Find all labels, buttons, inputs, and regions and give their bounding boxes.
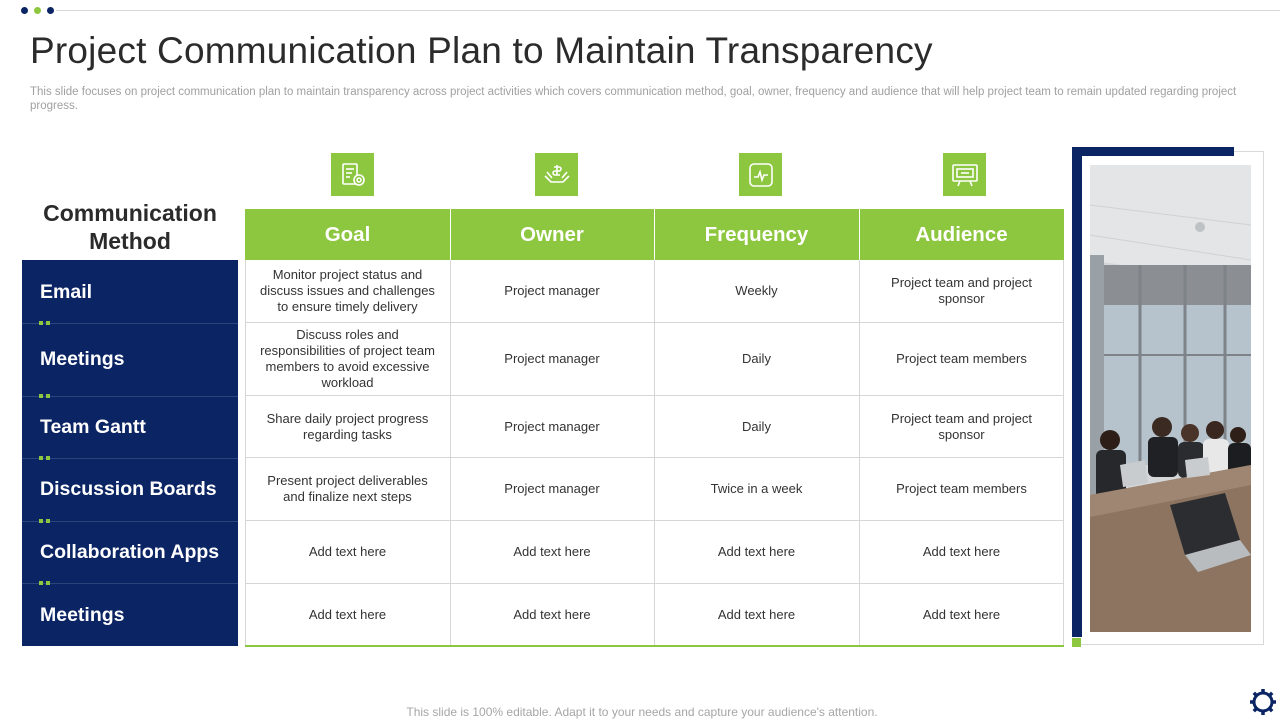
calendar-chart-icon: [739, 153, 782, 196]
column-header-owner: Owner: [520, 222, 584, 246]
photo-green-square: [1072, 638, 1081, 647]
column-header-goal: Goal: [324, 222, 371, 246]
table-cell-goal: Monitor project status and discuss issues and challenges to ensure timely delivery: [260, 267, 435, 314]
table-cell-goal: Add text here: [308, 544, 387, 559]
table-cell-goal: Add text here: [308, 607, 387, 622]
table-cell-goal: Discuss roles and responsibilities of project team members to avoid excessive workload: [260, 327, 435, 390]
photo-frame-accent: [1072, 147, 1082, 637]
method-heading: Communication Method: [43, 200, 217, 254]
table-border-right: [1063, 260, 1064, 646]
method-item-team-gantt: Team Gantt: [40, 416, 146, 438]
dot-navy: [21, 7, 28, 14]
table-cell-owner: Add text here: [513, 607, 591, 622]
table-cell-frequency: Daily: [742, 418, 771, 434]
presentation-screen-icon: [943, 153, 986, 196]
method-item-meetings: Meetings: [40, 348, 125, 370]
table-cell-owner: Project manager: [504, 418, 600, 434]
column-divider: [450, 260, 451, 646]
method-marker: [39, 456, 50, 460]
column-header-audience: Audience: [915, 222, 1008, 246]
hands-money-icon: [535, 153, 578, 196]
method-separator: [22, 458, 238, 459]
dot-green: [34, 7, 41, 14]
table-cell-audience: Project team members: [896, 351, 1027, 366]
report-target-icon: [331, 153, 374, 196]
table-cell-frequency: Twice in a week: [710, 481, 803, 496]
method-marker: [39, 519, 50, 523]
method-column: [22, 260, 238, 646]
table-cell-owner: Project manager: [504, 283, 600, 298]
method-separator: [22, 521, 238, 522]
method-item-discussion-boards: Discussion Boards: [40, 478, 217, 500]
column-divider: [654, 260, 655, 646]
slide-subtitle: This slide focuses on project communication plan to maintain transparency across project activities which covers communication method, goal, owner, frequency and audience that will help project team to remain updated regarding project progress.: [30, 86, 1237, 112]
decorative-dots: [21, 7, 54, 14]
table-bottom-accent: [245, 645, 1064, 647]
table-cell-audience: Add text here: [922, 544, 1001, 559]
gear-icon[interactable]: [1249, 688, 1277, 716]
method-marker: [39, 394, 50, 398]
table-cell-owner: Project manager: [504, 481, 600, 496]
table-cell-audience: Add text here: [922, 607, 1001, 622]
table-border-left: [245, 260, 246, 646]
method-separator: [22, 323, 238, 324]
method-item-email: Email: [40, 281, 93, 303]
table-cell-frequency: Add text here: [717, 607, 796, 622]
table-cell-goal: Share daily project progress regarding tasks: [266, 410, 429, 442]
table-cell-goal: Present project deliverables and finalize next steps: [267, 473, 428, 504]
slide-title: Project Communication Plan to Maintain Transparency: [30, 30, 933, 71]
method-marker: [39, 581, 50, 585]
photo-frame-accent: [1072, 147, 1234, 156]
slide-footer: This slide is 100% editable. Adapt it to your needs and capture your audience's attention.: [406, 705, 878, 719]
top-divider-line: [56, 10, 1280, 11]
column-header-frequency: Frequency: [704, 222, 809, 246]
column-divider: [859, 260, 860, 646]
table-cell-frequency: Weekly: [735, 283, 778, 298]
meeting-room-photo: [1090, 165, 1251, 632]
table-cell-owner: Project manager: [504, 351, 600, 366]
method-item-collaboration-apps: Collaboration Apps: [40, 541, 220, 563]
method-separator: [22, 396, 238, 397]
method-separator: [22, 583, 238, 584]
table-cell-audience: Project team members: [896, 481, 1027, 496]
dot-navy: [47, 7, 54, 14]
table-cell-audience: Project team and project sponsor: [891, 275, 1032, 306]
table-header: [245, 209, 1064, 260]
communication-table: [245, 209, 1064, 647]
method-item-meetings: Meetings: [40, 604, 125, 626]
table-cell-frequency: Add text here: [717, 544, 796, 559]
table-cell-owner: Add text here: [513, 544, 591, 559]
table-cell-frequency: Daily: [742, 351, 771, 366]
table-cell-audience: Project team and project sponsor: [891, 410, 1032, 442]
method-marker: [39, 321, 50, 325]
